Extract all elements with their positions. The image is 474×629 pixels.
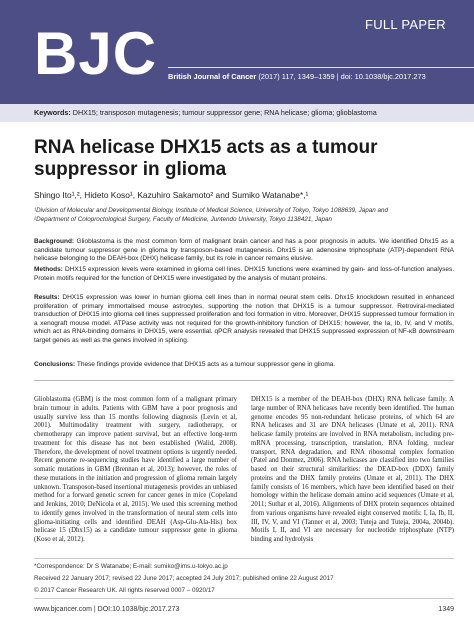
abstract-conclusions bbox=[34, 361, 454, 370]
keywords-line bbox=[34, 108, 377, 117]
abstract-conclusions-text: These findings provide evidence that DHX15 acts as a tumour suppressor gene in glioma. bbox=[75, 361, 336, 368]
journal-name: British Journal of Cancer bbox=[168, 72, 257, 81]
footer-url-doi[interactable]: www.bjcancer.com | DOI:10.1038/bjc.2017.273 bbox=[34, 606, 180, 613]
abstract-results-text: DHX15 expression was lower in human glioma cell lines than in normal neural stem cells. Dhx15 knockdown resulted in enhanced proliferation of primary immortalised mouse astrocytes, supporting the notion that DHX15 is a tumour suppressor. Retroviral-mediated transduction of DHX15 into glioma cell lines suppressed proliferation and foci formation in vitro. Moreover, DHX15 suppressed tumour formation in a xenograft mouse model. ATPase activity was not required for the growth-inhibitory function of DHX15; however, the Ia, Ib, IV, and V motifs, which act as RNA-binding domains in DHX15, were essential. qPCR analysis revealed that DHX15 suppressed expression of NF-κB downstream target genes as well as the genes involved in splicing. bbox=[34, 294, 454, 344]
page-number: 1349 bbox=[438, 606, 454, 613]
abstract-results-label: Results: bbox=[34, 294, 60, 301]
abstract-conclusions-label: Conclusions: bbox=[34, 361, 76, 368]
footer-divider bbox=[34, 598, 454, 599]
article-title: RNA helicase DHX15 acts as a tumour suppressor in glioma bbox=[34, 137, 378, 180]
journal-header bbox=[0, 0, 474, 104]
citation-line bbox=[168, 72, 426, 81]
copyright-notice: © 2017 Cancer Research UK. All rights reserved 0007 – 0920/17 bbox=[34, 587, 215, 594]
keywords-text: DHX15; transposon mutagenesis; tumour suppressor gene; RNA helicase; glioma; glioblastoma bbox=[70, 108, 377, 117]
body-left-column: Glioblastoma (GBM) is the most common form of a malignant primary brain tumour in adults. Patients with GBM have a poor prognosis and usually survive less than 15 months following diagnosis (Levin et al, 2001). Multimodality treatment with surgery, radiotherapy, or chemotherapy can improve patient survival, but an effective long-term treatment for this disease has not been established (Walid, 2008). Therefore, the development of novel treatment options is urgently needed. Recent genome re-sequencing studies have identified a large number of somatic mutations in GBM (Brennan et al, 2013); however, the roles of these mutations in the initiation and progression of glioma remain largely unknown. Transposon-based insertional mutagenesis provides an unbiased method for a forward genetic screen for cancer genes in mice (Copeland and Jenkins, 2010; DeNicola et al, 2015). We used this screening method to identify genes involved in the transformation of neural stem cells into glioma-initiating cells and identified DEAH (Asp-Glu-Ala-His) box helicase 15 (Dhx15) as a candidate tumour suppressor gene in glioma (Koso et al, 2012). bbox=[34, 396, 237, 543]
affiliation-2: ²Department of Coloproctological Surgery, Faculty of Medicine, Juntendo University, Tokyo 1138421, Japan bbox=[34, 216, 332, 223]
citation-details: (2017) 117, 1349–1359 | doi: 10.1038/bjc.2017.273 bbox=[256, 72, 426, 81]
abstract-methods bbox=[34, 266, 454, 283]
abstract-methods-label: Methods: bbox=[34, 266, 63, 273]
abstract-results bbox=[34, 294, 454, 346]
footnote-divider bbox=[34, 558, 454, 559]
abstract-divider bbox=[34, 380, 454, 381]
journal-logo: BJC bbox=[34, 20, 158, 87]
publication-dates: Received 22 January 2017; revised 22 June 2017; accepted 24 July 2017; published online 22 August 2017 bbox=[34, 575, 334, 582]
affiliation-1: ¹Division of Molecular and Developmental Biology, Institute of Medical Science, University of Tokyo, Tokyo 1088639, Japan and bbox=[34, 207, 388, 214]
abstract-background-text: Glioblastoma is the most common form of malignant brain cancer and has a poor prognosis in adults. We identified Dhx15 as a candidate tumour suppressor gene in glioma by transposon-based mutagenesis. Dhx15 is an adenosine triphosphate (ATP)-dependent RNA helicase belonging to the DEAH-box (DHX) helicase family, but its role in cancer remains elusive. bbox=[34, 238, 454, 263]
body-right-column: DHX15 is a member of the DEAH-box (DHX) RNA helicase family. A large number of RNA helicases have recently been identified. The human genome encodes 95 non-redundant helicase proteins, of which 64 are RNA helicases and 31 are DNA helicases (Umate et al, 2011). RNA helicase family proteins are involved in RNA metabolism, including pre-mRNA processing, transcription, translation, RNA folding, nuclear transport, RNA degradation, and RNA ribosomal complex formation (Patel and Donmez, 2006). RNA helicases are classified into two families based on their structural similarities: the DEAD-box (DDX) family proteins and the DHX family proteins (Umate et al, 2011). The DHX family consists of 16 members, which have been identified based on their homology within the helicase domain amino acid sequences (Umate et al, 2011; Suthar et al, 2016). Alignments of DHX protein sequences obtained from various organisms have revealed eight conserved motifs: I, Ia, Ib, II, III, IV, V, and VI (Tanner et al, 2003; Tuteja and Tuteja, 2004a, 2004b). Motifs I, II, and VI are necessary for nucleotide triphosphate (NTP) binding and hydrolysis bbox=[251, 396, 454, 543]
author-list: Shingo Ito¹,², Hideto Koso¹, Kazuhiro Sakamoto² and Sumiko Watanabe*,¹ bbox=[34, 190, 309, 200]
keywords-label: Keywords: bbox=[34, 108, 71, 117]
section-label: FULL PAPER bbox=[364, 17, 446, 32]
abstract-methods-text: DHX15 expression levels were examined in glioma cell lines. DHX15 functions were examined by gain- and loss-of-function analyses. Protein motifs required for the function of DHX15 were investigated by the analysis of mutant proteins. bbox=[34, 266, 454, 282]
abstract-background-label: Background: bbox=[34, 238, 75, 245]
header-divider bbox=[168, 67, 474, 68]
abstract-background bbox=[34, 238, 454, 264]
correspondence-note: *Correspondence: Dr S Watanabe; E-mail: sumiko@ims.u-tokyo.ac.jp bbox=[34, 563, 228, 570]
